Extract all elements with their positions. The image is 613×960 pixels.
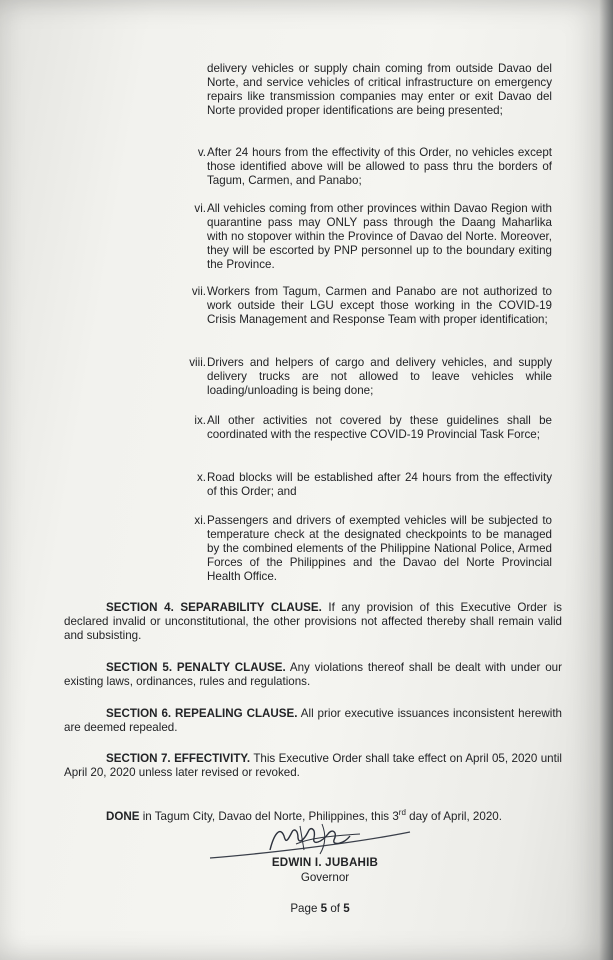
page-of: of (330, 902, 340, 915)
list-item-number: v. (197, 146, 206, 159)
list-item-text: All other activities not covered by these guidelines shall be coordinated with the respective COVID-19 Provincial Task Force; (207, 414, 552, 441)
page-total: 5 (343, 902, 350, 915)
list-item-text: After 24 hours from the effectivity of this Order, no vehicles except those identified above will be allowed to pass thru the borders of Tagum, Carmen, and Panabo; (207, 146, 552, 187)
list-item-number: x. (196, 471, 206, 484)
list-item-text: Workers from Tagum, Carmen and Panabo are not authorized to work outside their LGU except those working in the COVID-19 Crisis Management and Response Team with proper identification; (207, 285, 552, 326)
list-item-number: vi. (194, 202, 206, 215)
signature-block (200, 814, 430, 894)
section-4-heading: SECTION 4. SEPARABILITY CLAUSE. (106, 601, 322, 614)
done-superscript: rd (398, 808, 406, 817)
done-text-before: in Tagum City, Davao del Norte, Philippines, this 3 (139, 809, 399, 823)
list-item-text: Road blocks will be established after 24 hours from the effectivity of this Order; and (207, 471, 552, 498)
list-item-number: ix. (194, 414, 206, 427)
signatory-name: EDWIN I. JUBAHIB (271, 856, 379, 869)
section-4-paragraph (64, 601, 562, 643)
list-item-text: Drivers and helpers of cargo and delivery vehicles, and supply delivery trucks are not allowed to leave vehicles while loading/unloading is being done; (207, 356, 552, 397)
section-7-text: This Executive Order shall take effect on April 05, 2020 until April 20, 2020 unless later revised or revoked. (64, 752, 563, 779)
list-item-text: All vehicles coming from other provinces within Davao Region with quarantine pass may ONLY pass through the Daang Maharlika with no stopover within the Province of Davao del Norte. Moreover, they will be escorted by PNP personnel up to the boundary exiting the Province. (207, 202, 552, 271)
section-5-heading: SECTION 5. PENALTY CLAUSE. (106, 661, 286, 674)
page-current: 5 (320, 902, 328, 915)
signatory-title: Governor (300, 871, 350, 884)
section-5-paragraph (64, 661, 562, 689)
list-item-number: viii. (189, 356, 206, 369)
page-label: Page (290, 902, 318, 915)
list-item-number: vii. (191, 285, 206, 298)
page-number (260, 902, 380, 915)
section-7-paragraph (64, 752, 562, 780)
done-text-after: day of April, 2020. (405, 809, 502, 823)
list-item-text: Passengers and drivers of exempted vehicles will be subjected to temperature check at the designated checkpoints to be managed by the combined elements of the Philippine National Police, Armed Forces of the Philippines and the Davao del Norte Provincial Health Office. (207, 514, 552, 583)
section-4-text: If any provision of this Executive Order is declared invalid or unconstitutional, the other provisions not affected thereby shall remain valid and subsisting. (64, 601, 562, 642)
section-7-heading: SECTION 7. EFFECTIVITY. (106, 752, 251, 765)
section-6-paragraph (64, 707, 562, 735)
page-edge-shadow (599, 0, 613, 960)
section-5-text: Any violations thereof shall be dealt with under our existing laws, ordinances, rules and regulations. (64, 661, 562, 688)
section-6-heading: SECTION 6. REPEALING CLAUSE. (106, 707, 298, 720)
section-6-text: All prior executive issuances inconsistent herewith are deemed repealed. (64, 707, 562, 734)
done-lead: DONE (106, 809, 140, 823)
continuation-paragraph: delivery vehicles or supply chain coming from outside Davao del Norte, and service vehicles of critical infrastructure on emergency repairs like transmission companies may enter or exit Davao del Norte provided proper identifications are being presented; (207, 62, 552, 117)
list-item-number: xi. (194, 514, 206, 527)
